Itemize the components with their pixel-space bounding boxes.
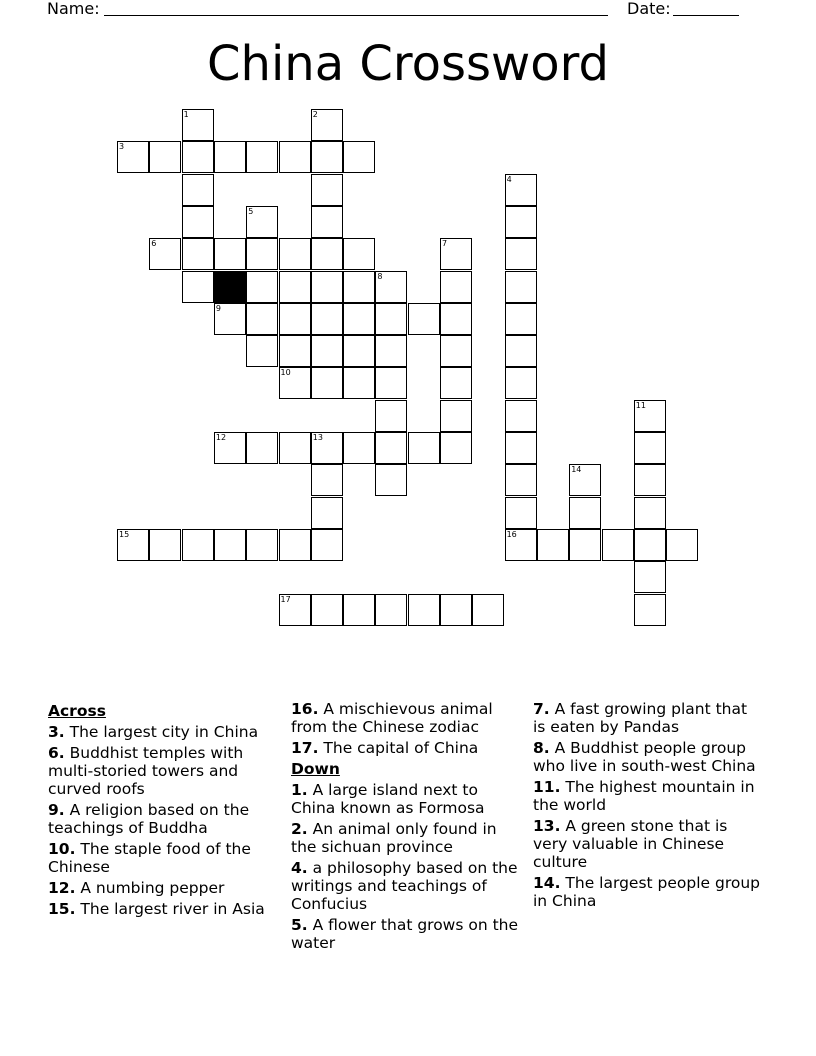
- grid-cell[interactable]: [375, 400, 407, 432]
- grid-cell[interactable]: [182, 206, 214, 238]
- grid-cell[interactable]: [311, 335, 343, 367]
- grid-cell[interactable]: [505, 238, 537, 270]
- clue-down-1: [291, 781, 521, 817]
- grid-cell[interactable]: [505, 367, 537, 399]
- grid-cell[interactable]: [311, 141, 343, 173]
- clue-text: The largest city in China: [69, 723, 259, 741]
- clue-text: a philosophy based on the writings and teachings of Confucius: [291, 859, 518, 913]
- cell-number: 8: [377, 271, 383, 281]
- clue-across-17: [291, 739, 521, 757]
- grid-cell[interactable]: [343, 238, 375, 270]
- grid-cell[interactable]: [505, 174, 537, 206]
- grid-cell[interactable]: [440, 400, 472, 432]
- grid-cell[interactable]: [569, 464, 601, 496]
- grid-cell[interactable]: [343, 367, 375, 399]
- clue-text: A numbing pepper: [80, 879, 225, 897]
- clue-down-2: [291, 820, 521, 856]
- grid-cell[interactable]: [408, 432, 440, 464]
- clue-number: 1.: [291, 781, 308, 799]
- grid-cell[interactable]: [472, 594, 504, 626]
- clue-text: An animal only found in the sichuan province: [291, 820, 497, 856]
- clue-number: 3.: [48, 723, 65, 741]
- grid-cell[interactable]: [343, 335, 375, 367]
- grid-cell[interactable]: [569, 497, 601, 529]
- clue-down-7: [533, 700, 763, 736]
- grid-cell[interactable]: [408, 594, 440, 626]
- grid-cell[interactable]: [279, 238, 311, 270]
- clue-text: The largest people group in China: [533, 874, 761, 910]
- clue-text: The largest river in Asia: [80, 900, 265, 918]
- cell-number: 4: [506, 174, 512, 184]
- grid-cell[interactable]: [311, 206, 343, 238]
- clue-number: 8.: [533, 739, 550, 757]
- grid-cell[interactable]: [505, 464, 537, 496]
- grid-cell[interactable]: [246, 206, 278, 238]
- grid-cell[interactable]: [311, 529, 343, 561]
- grid-cell[interactable]: [214, 141, 246, 173]
- grid-cell[interactable]: [279, 141, 311, 173]
- grid-cell[interactable]: [311, 367, 343, 399]
- grid-cell[interactable]: [311, 271, 343, 303]
- clue-number: 7.: [533, 700, 550, 718]
- clue-text: A fast growing plant that is eaten by Pandas: [533, 700, 748, 736]
- clue-number: 16.: [291, 700, 319, 718]
- clue-number: 12.: [48, 879, 76, 897]
- clues-column-1: [48, 700, 268, 921]
- grid-cell[interactable]: [634, 497, 666, 529]
- cell-number: 7: [442, 239, 448, 249]
- grid-cell[interactable]: [343, 432, 375, 464]
- clue-across-6: [48, 744, 268, 798]
- grid-cell[interactable]: [149, 141, 181, 173]
- page-title: China Crossword: [207, 36, 609, 92]
- clue-across-9: [48, 801, 268, 837]
- grid-cell[interactable]: [182, 141, 214, 173]
- clue-number: 9.: [48, 801, 65, 819]
- grid-cell[interactable]: [117, 141, 149, 173]
- clue-text: The capital of China: [323, 739, 479, 757]
- clue-text: A religion based on the teachings of Buddha: [48, 801, 250, 837]
- grid-cell[interactable]: [214, 303, 246, 335]
- grid-cell[interactable]: [246, 335, 278, 367]
- grid-cell[interactable]: [182, 529, 214, 561]
- grid-cell[interactable]: [375, 464, 407, 496]
- clue-number: 15.: [48, 900, 76, 918]
- grid-cell[interactable]: [375, 594, 407, 626]
- grid-cell[interactable]: [408, 303, 440, 335]
- grid-cell[interactable]: [311, 497, 343, 529]
- cell-number: 5: [248, 206, 254, 216]
- cell-number: 9: [215, 303, 221, 313]
- grid-cell[interactable]: [246, 238, 278, 270]
- clues-column-2: [291, 700, 521, 955]
- grid-cell[interactable]: [505, 432, 537, 464]
- grid-cell[interactable]: [214, 432, 246, 464]
- cell-number: 6: [151, 239, 157, 249]
- grid-cell[interactable]: [634, 561, 666, 593]
- grid-cell[interactable]: [505, 335, 537, 367]
- grid-cell[interactable]: [279, 594, 311, 626]
- clue-number: 14.: [533, 874, 561, 892]
- grid-cell[interactable]: [375, 335, 407, 367]
- clue-across-15: [48, 900, 268, 918]
- grid-cell[interactable]: [279, 271, 311, 303]
- grid-cell[interactable]: [311, 432, 343, 464]
- grid-cell[interactable]: [634, 432, 666, 464]
- clue-text: The staple food of the Chinese: [48, 840, 251, 876]
- clue-text: A Buddhist people group who live in south-west China: [533, 739, 756, 775]
- clue-number: 13.: [533, 817, 561, 835]
- black-cell: [214, 271, 246, 303]
- grid-cell[interactable]: [343, 141, 375, 173]
- cell-number: 16: [506, 529, 517, 539]
- clue-number: 17.: [291, 739, 319, 757]
- cell-number: 17: [280, 594, 291, 604]
- grid-cell[interactable]: [375, 271, 407, 303]
- grid-cell[interactable]: [602, 529, 634, 561]
- grid-cell[interactable]: [149, 238, 181, 270]
- grid-cell[interactable]: [279, 529, 311, 561]
- grid-cell[interactable]: [440, 335, 472, 367]
- grid-cell[interactable]: [246, 271, 278, 303]
- grid-cell[interactable]: [182, 271, 214, 303]
- grid-cell[interactable]: [343, 271, 375, 303]
- grid-cell[interactable]: [149, 529, 181, 561]
- cell-number: 12: [215, 433, 227, 442]
- grid-cell[interactable]: [634, 529, 666, 561]
- grid-cell[interactable]: [117, 529, 149, 561]
- clue-number: 2.: [291, 820, 308, 838]
- down-heading: Down: [291, 760, 340, 778]
- grid-cell[interactable]: [375, 432, 407, 464]
- grid-cell[interactable]: [182, 174, 214, 206]
- clue-text: Buddhist temples with multi-storied towers and curved roofs: [48, 744, 244, 798]
- grid-cell[interactable]: [343, 303, 375, 335]
- grid-cell[interactable]: [214, 529, 246, 561]
- clue-down-8: [533, 739, 763, 775]
- clue-number: 11.: [533, 778, 561, 796]
- clue-down-4: [291, 859, 521, 913]
- clue-across-16: [291, 700, 521, 736]
- grid-cell[interactable]: [634, 464, 666, 496]
- clue-number: 6.: [48, 744, 65, 762]
- grid-cell[interactable]: [569, 529, 601, 561]
- grid-cell[interactable]: [279, 367, 311, 399]
- grid-cell[interactable]: [505, 529, 537, 561]
- clues-column-3: [533, 700, 763, 913]
- grid-cell[interactable]: [440, 367, 472, 399]
- grid-cell[interactable]: [505, 400, 537, 432]
- date-label: Date:: [627, 0, 671, 18]
- grid-cell[interactable]: [666, 529, 698, 561]
- grid-cell[interactable]: [311, 238, 343, 270]
- cell-number: 10: [280, 368, 291, 378]
- cell-number: 1: [183, 110, 189, 119]
- cell-number: 3: [119, 142, 125, 152]
- grid-cell[interactable]: [440, 594, 472, 626]
- grid-cell[interactable]: [440, 303, 472, 335]
- grid-cell[interactable]: [375, 303, 407, 335]
- clue-across-12: [48, 879, 268, 897]
- grid-cell[interactable]: [246, 303, 278, 335]
- grid-cell[interactable]: [311, 594, 343, 626]
- clue-text: A green stone that is very valuable in Chinese culture: [533, 817, 728, 871]
- grid-cell[interactable]: [279, 432, 311, 464]
- grid-cell[interactable]: [440, 238, 472, 270]
- grid-cell[interactable]: [505, 497, 537, 529]
- grid-cell[interactable]: [311, 303, 343, 335]
- grid-cell[interactable]: [311, 464, 343, 496]
- grid-cell[interactable]: [343, 594, 375, 626]
- cell-number: 2: [312, 110, 318, 119]
- grid-cell[interactable]: [279, 335, 311, 367]
- clue-number: 10.: [48, 840, 76, 858]
- grid-cell[interactable]: [214, 238, 246, 270]
- grid-cell[interactable]: [246, 529, 278, 561]
- grid-cell[interactable]: [246, 141, 278, 173]
- grid-cell[interactable]: [634, 594, 666, 626]
- grid-cell[interactable]: [311, 109, 343, 141]
- clue-text: A mischievous animal from the Chinese zodiac: [291, 700, 493, 736]
- grid-cell[interactable]: [505, 271, 537, 303]
- across-heading: Across: [48, 702, 106, 720]
- grid-cell[interactable]: [505, 206, 537, 238]
- grid-cell[interactable]: [279, 303, 311, 335]
- clue-down-14: [533, 874, 763, 910]
- clue-text: A flower that grows on the water: [291, 916, 519, 952]
- cell-number: 13: [312, 433, 323, 442]
- cell-number: 15: [119, 529, 130, 539]
- clue-down-11: [533, 778, 763, 814]
- clue-number: 4.: [291, 859, 308, 877]
- clue-text: A large island next to China known as Formosa: [291, 781, 485, 817]
- grid-cell[interactable]: [505, 303, 537, 335]
- grid-cell[interactable]: [246, 432, 278, 464]
- clue-down-5: [291, 916, 521, 952]
- clue-across-10: [48, 840, 268, 876]
- clue-down-13: [533, 817, 763, 871]
- grid-cell[interactable]: [375, 367, 407, 399]
- grid-cell[interactable]: [634, 400, 666, 432]
- cell-number: 14: [571, 465, 582, 475]
- grid-cell[interactable]: [440, 271, 472, 303]
- grid-cell[interactable]: [311, 174, 343, 206]
- cell-number: 11: [635, 400, 646, 410]
- clue-across-3: [48, 723, 268, 741]
- clue-number: 5.: [291, 916, 308, 934]
- clue-text: The highest mountain in the world: [533, 778, 755, 814]
- grid-cell[interactable]: [440, 432, 472, 464]
- grid-cell[interactable]: [182, 109, 214, 141]
- grid-cell[interactable]: [537, 529, 569, 561]
- grid-cell[interactable]: [182, 238, 214, 270]
- name-label: Name:: [47, 0, 100, 18]
